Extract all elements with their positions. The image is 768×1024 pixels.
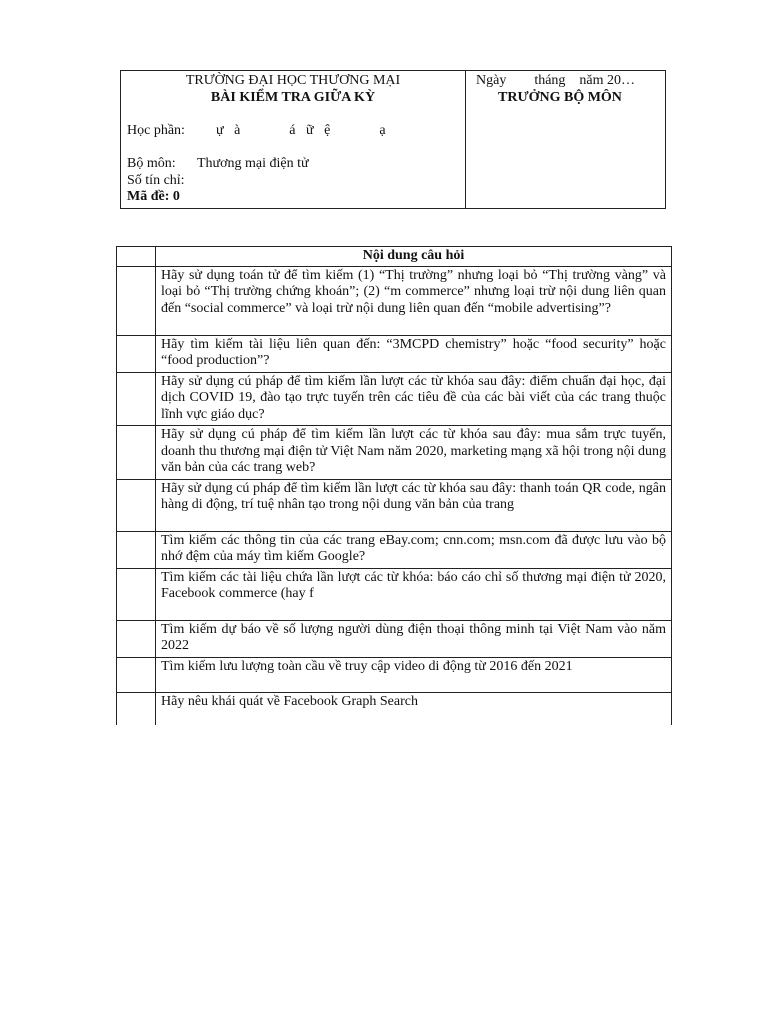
- content-column-header: Nội dung câu hỏi: [156, 247, 672, 267]
- question-text: Hãy sử dụng toán tử để tìm kiếm (1) “Thị trường” nhưng loại bỏ “Thị trường vàng” và loại bỏ “Thị trường chứng khoán”; (2) “m commerce” nhưng loại trừ nội dung liên quan đến “social commerce” và loại trừ nội dung liên quan đến “mobile advertising”?: [156, 266, 672, 335]
- question-text: Hãy tìm kiếm tài liệu liên quan đến: “3MCPD chemistry” hoặc “food security” hoặc “food production”?: [156, 335, 672, 372]
- table-row: [117, 531, 672, 568]
- header-right-cell: [466, 71, 665, 208]
- question-text: Hãy sử dụng cú pháp để tìm kiếm lần lượt các từ khóa sau đây: điểm chuẩn đại học, đại dịch COVID 19, đào tạo trực tuyến trên các tiêu đề của các bài viết của các trang thuộc lĩnh vực giáo dục?: [156, 372, 672, 426]
- question-number-cell: [117, 335, 156, 372]
- question-number-cell: [117, 426, 156, 480]
- table-row: [117, 568, 672, 620]
- question-text: Hãy sử dụng cú pháp để tìm kiếm lần lượt các từ khóa sau đây: thanh toán QR code, ngân hàng di động, trí tuệ nhân tạo trong nội dung văn bản của trang: [156, 479, 672, 531]
- question-number-cell: [117, 479, 156, 531]
- question-number-cell: [117, 372, 156, 426]
- number-column-header: [117, 247, 156, 267]
- department-head-title: TRƯỞNG BỘ MÔN: [498, 90, 622, 105]
- table-row: [117, 372, 672, 426]
- question-text: Hãy nêu khái quát về Facebook Graph Search: [156, 692, 672, 725]
- department-label: Bộ môn:: [127, 156, 176, 171]
- table-row: [117, 335, 672, 372]
- header-left-cell: [121, 71, 466, 208]
- table-row: [117, 620, 672, 657]
- question-number-cell: [117, 568, 156, 620]
- table-row: [117, 692, 672, 725]
- exam-code: Mã đề: 0: [127, 189, 180, 204]
- table-row: [117, 479, 672, 531]
- question-text: Tìm kiếm dự báo về số lượng người dùng điện thoại thông minh tại Việt Nam vào năm 2022: [156, 620, 672, 657]
- table-header-row: [117, 247, 672, 267]
- question-number-cell: [117, 692, 156, 725]
- date-line: Ngày tháng năm 20…: [476, 73, 636, 88]
- exam-title: BÀI KIỂM TRA GIỮA KỲ: [210, 90, 376, 105]
- question-text: Tìm kiếm các tài liệu chứa lần lượt các từ khóa: báo cáo chỉ số thương mại điện tử 2020, Facebook commerce (hay f: [156, 568, 672, 620]
- school-name: TRƯỜNG ĐẠI HỌC THƯƠNG MẠI: [185, 73, 401, 88]
- course-value: ự à á ữ ệ ạ: [216, 123, 386, 138]
- question-text: Hãy sử dụng cú pháp để tìm kiếm lần lượt các từ khóa sau đây: mua sắm trực tuyến, doanh thu thương mại điện tử Việt Nam năm 2020, marketing mạng xã hội trong nội dung văn bản của các trang web?: [156, 426, 672, 480]
- question-text: Tìm kiếm các thông tin của các trang eBay.com; cnn.com; msn.com đã được lưu vào bộ nhớ đệm của máy tìm kiếm Google?: [156, 531, 672, 568]
- question-number-cell: [117, 266, 156, 335]
- question-number-cell: [117, 620, 156, 657]
- table-row: [117, 657, 672, 692]
- questions-table: [116, 246, 672, 725]
- credits-label: Số tín chỉ:: [127, 173, 185, 188]
- exam-header-table: [120, 70, 666, 209]
- department-value: Thương mại điện tử: [197, 156, 309, 171]
- question-text: Tìm kiếm lưu lượng toàn cầu về truy cập video di động từ 2016 đến 2021: [156, 657, 672, 692]
- table-row: [117, 266, 672, 335]
- table-row: [117, 426, 672, 480]
- question-number-cell: [117, 657, 156, 692]
- course-label: Học phần:: [127, 123, 185, 138]
- question-number-cell: [117, 531, 156, 568]
